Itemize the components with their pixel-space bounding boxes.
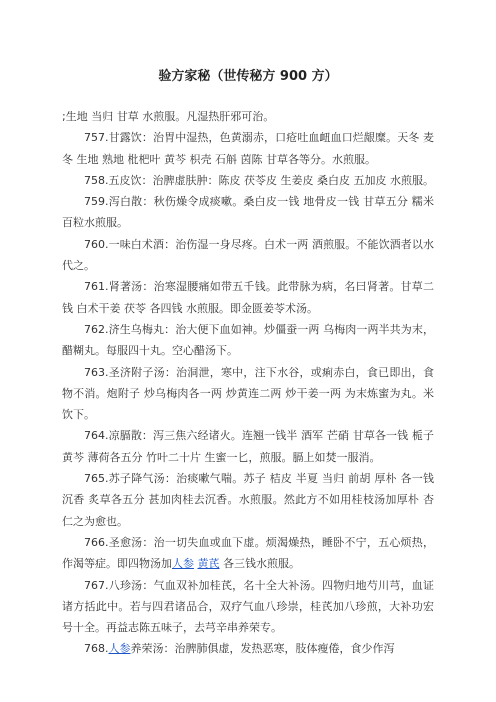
paragraph-768-text: 养荣汤：治脾肺俱虚，发热恶寒，肢体瘦倦，食少作泻 bbox=[130, 642, 395, 656]
paragraph-768 bbox=[62, 638, 434, 659]
paragraph-762: 762.济生乌梅丸：治大便下血如神。炒僵蚕一两 乌梅肉一两半共为末，醋糊丸。每服四十丸。空心醋汤下。 bbox=[62, 322, 434, 358]
paragraph-763: 763.圣济附子汤：治洞泄，寒中，注下水谷，或痢赤白，食已即出，食物不消。炮附子 炒乌梅肉各一两 炒黄连二两 炒干姜一两 为末炼蜜为丸。米饮下。 bbox=[62, 365, 434, 422]
paragraph-756-tail: ;生地 当归 甘草 水煎服。凡湿热肝邪可治。 bbox=[62, 110, 275, 123]
paragraph-757: 757.甘露饮：治胃中湿热，色黄溺赤，口疮吐血衄血口烂龈糜。天冬 麦冬 生地 熟地 枇杷叶 黄芩 枳壳 石斛 茵陈 甘草各等分。水煎服。 bbox=[62, 131, 434, 166]
paragraph-761: 761.肾著汤：治寒湿腰痛如带五千钱。此带脉为病，名曰肾著。甘草二钱 白术干姜 茯苓 各四钱 水煎服。即金匮姜苓术汤。 bbox=[62, 280, 434, 315]
document-title: 验方家秘（世传秘方 900 方） bbox=[158, 69, 338, 84]
link-renshen-2[interactable]: 人参 bbox=[108, 642, 131, 656]
paragraph-765: 765.苏子降气汤：治痰嗽气喘。苏子 桔皮 半夏 当归 前胡 厚朴 各一钱 沉香 炙草各五分 甚加肉桂去沉香。水煎服。然此方不如用桂枝汤加厚朴 杏仁之为愈也。 bbox=[62, 472, 434, 528]
paragraph-768-number: 768. bbox=[84, 642, 109, 656]
paragraph-758: 758.五皮饮：治脾虚肤肿：陈皮 茯苓皮 生姜皮 桑白皮 五加皮 水煎服。 bbox=[84, 173, 434, 187]
paragraph-766-text: 766.圣愈汤：治一切失血或血下虚。烦渴燥热，睡卧不宁，五心烦热，作渴等症。即四物汤加 bbox=[62, 535, 434, 571]
paragraph-760: 760.一味白术酒：治伤湿一身尽疼。白术一两 酒煎服。不能饮酒者以水代之。 bbox=[62, 237, 434, 273]
paragraph-767: 767.八珍汤：气血双补加桂芪，名十全大补汤。四物归地芍川芎，血证诸方括此中。若与四君诸品合，双疗气血八珍崇，桂芪加八珍煎，大补功宏号十全。再益志陈五味子，去芎辛串养荣专。 bbox=[62, 578, 434, 635]
paragraph-759: 759.泻白散：秋伤燥令成痰嗽。桑白皮一钱 地骨皮一钱 甘草五分 糯米百粒水煎服。 bbox=[62, 195, 434, 230]
paragraph-766 bbox=[62, 532, 434, 575]
link-renshen[interactable]: 人参 bbox=[172, 557, 194, 571]
link-huangqi[interactable]: 黄芪 bbox=[197, 557, 220, 571]
document-body bbox=[62, 106, 434, 660]
paragraph-766-tail: 各三钱水煎服。 bbox=[219, 557, 300, 571]
paragraph-764: 764.凉膈散：泻三焦六经诸火。连翘一钱半 酒军 芒硝 甘草各一钱 栀子 黄芩 薄荷各五分 竹叶二十片 生蜜一匕，煎服。膈上如焚一服消。 bbox=[62, 429, 434, 464]
